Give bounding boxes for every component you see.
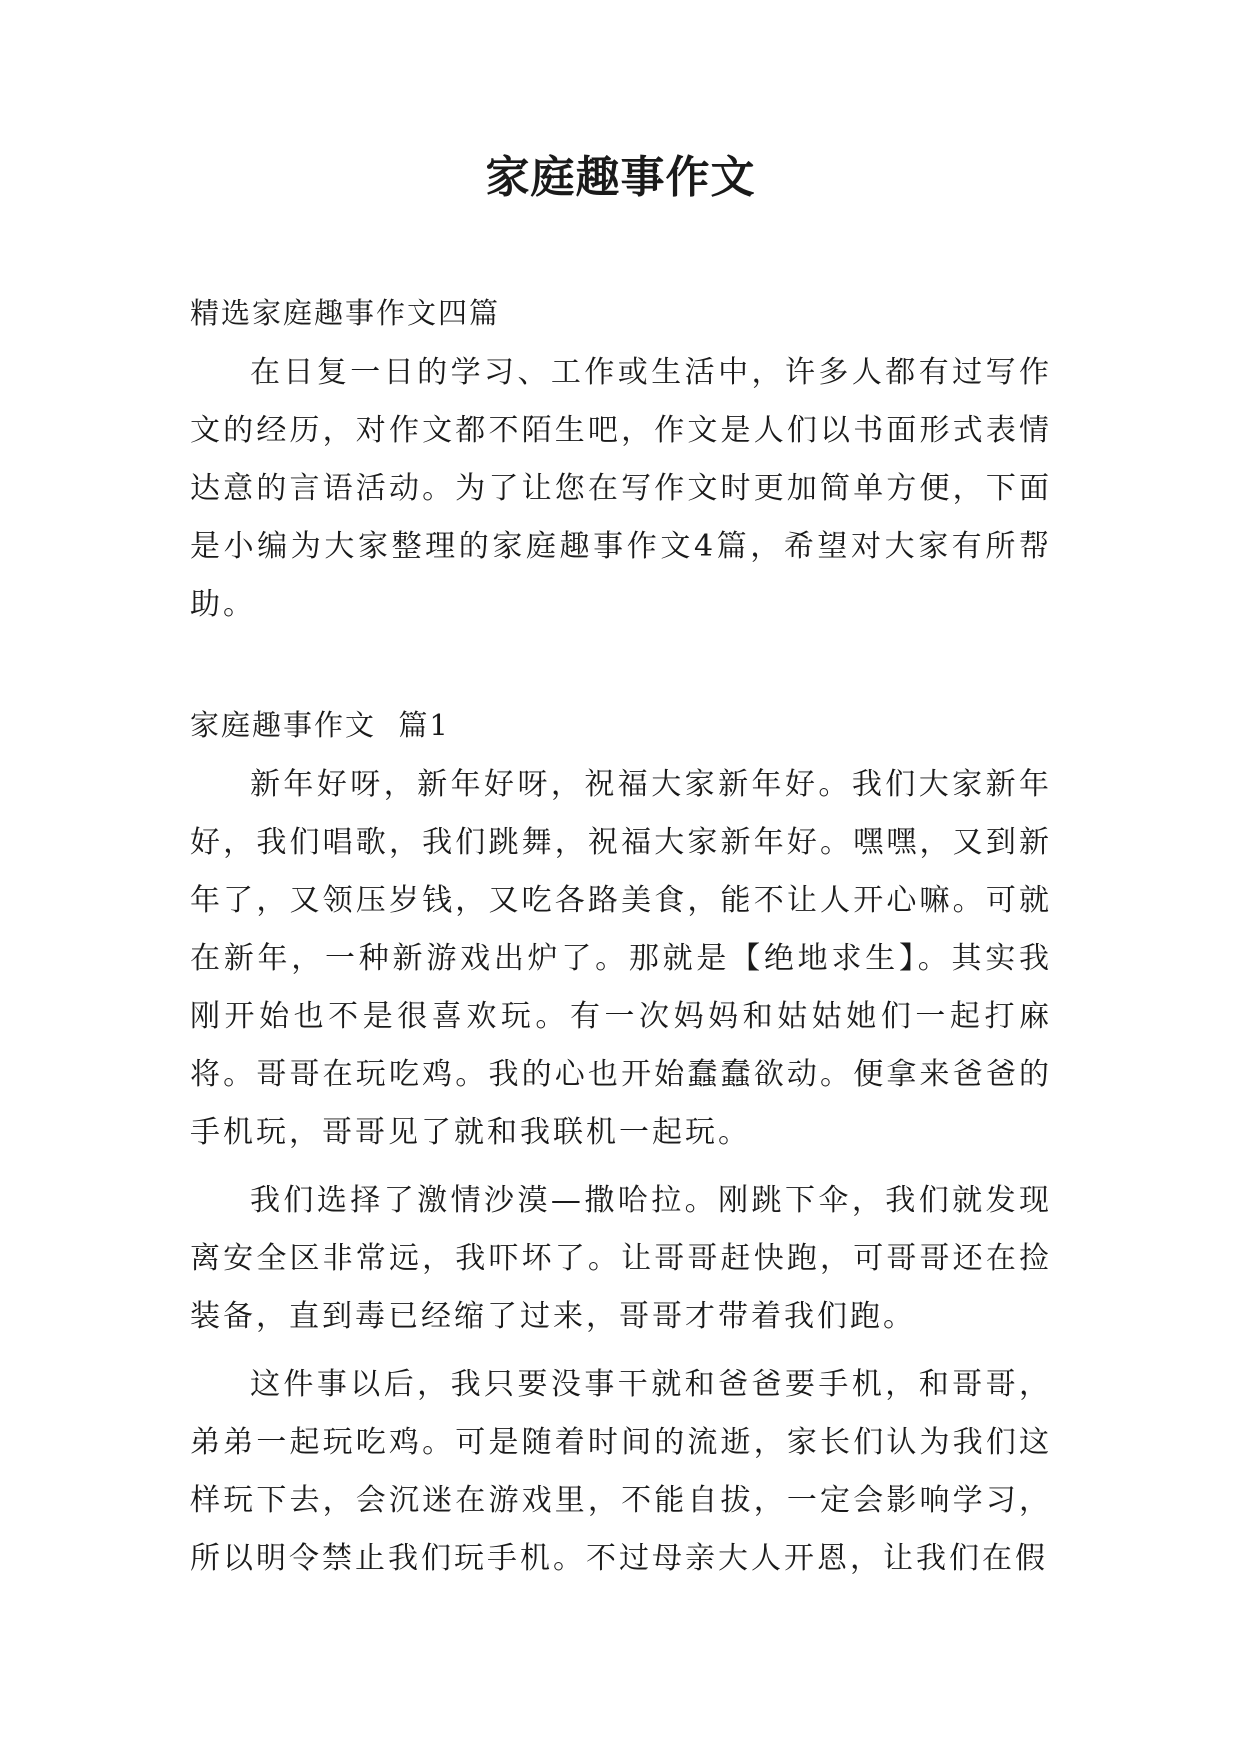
article-subtitle: 精选家庭趣事作文四篇 [190, 296, 501, 330]
document-title: 家庭趣事作文 [485, 152, 756, 203]
intro-paragraph: 在日复一日的学习、工作或生活中，许多人都有过写作文的经历，对作文都不陌生吧，作文是人们以书面形式表情达意的言语活动。为了让您在写作文时更加简单方便，下面是小编为大家整理的家庭趣事作文4篇，希望对大家有所帮助。 [190, 355, 1052, 622]
section-heading: 家庭趣事作文 篇1 [190, 708, 450, 742]
document-body [190, 284, 1052, 1588]
body-paragraph: 我们选择了激情沙漠—撒哈拉。刚跳下伞，我们就发现离安全区非常远，我吓坏了。让哥哥赶快跑，可哥哥还在捡装备，直到毒已经缩了过来，哥哥才带着我们跑。 [190, 1183, 1052, 1334]
body-paragraph: 新年好呀，新年好呀，祝福大家新年好。我们大家新年好，我们唱歌，我们跳舞，祝福大家新年好。嘿嘿，又到新年了，又领压岁钱，又吃各路美食，能不让人开心嘛。可就在新年，一种新游戏出炉了。那就是【绝地求生】。其实我刚开始也不是很喜欢玩。有一次妈妈和姑姑她们一起打麻将。哥哥在玩吃鸡。我的心也开始蠢蠢欲动。便拿来爸爸的手机玩，哥哥见了就和我联机一起玩。 [190, 767, 1052, 1150]
body-paragraph: 这件事以后，我只要没事干就和爸爸要手机，和哥哥，弟弟一起玩吃鸡。可是随着时间的流逝，家长们认为我们这样玩下去，会沉迷在游戏里，不能自拔，一定会影响学习，所以明令禁止我们玩手机。不过母亲大人开恩，让我们在假 [190, 1367, 1052, 1576]
